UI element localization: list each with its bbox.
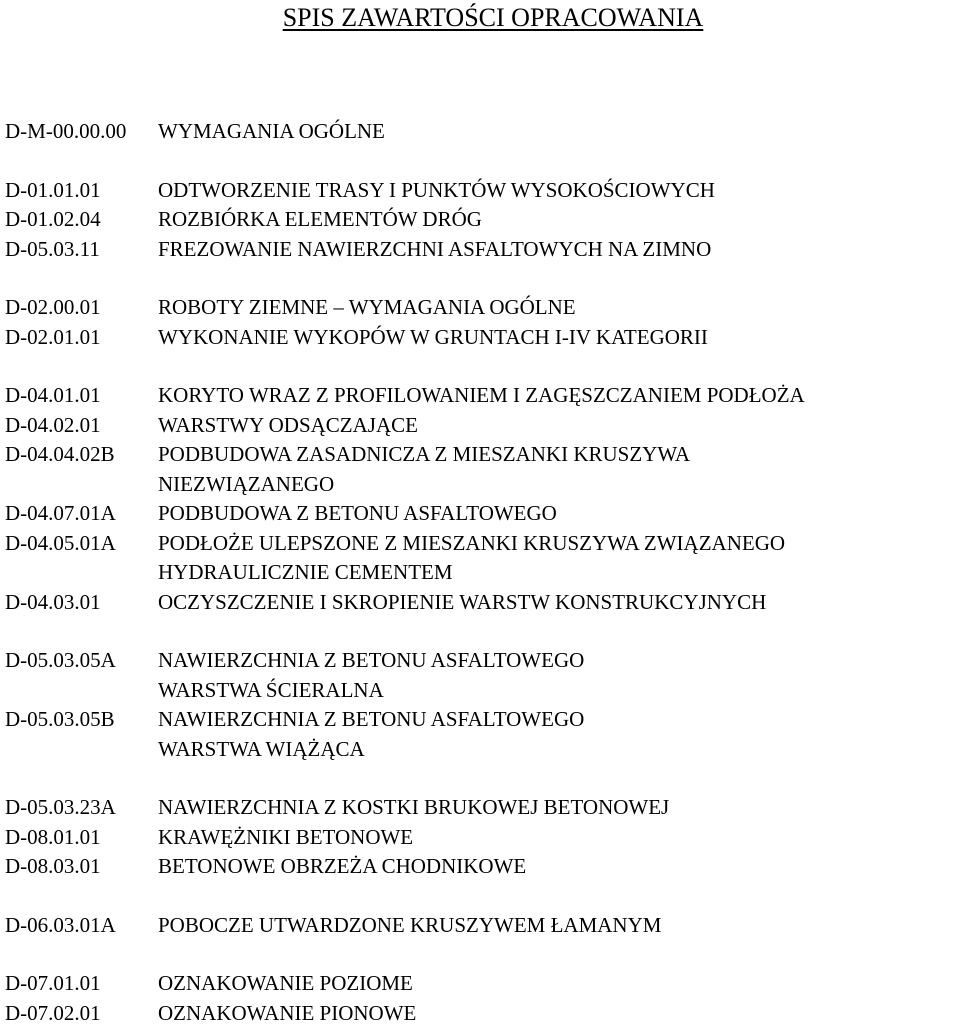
spec-code: D-06.03.01A (5, 912, 116, 937)
list-item (5, 381, 960, 411)
spec-name: OZNAKOWANIE POZIOME (158, 971, 413, 995)
spec-code: D-02.00.01 (5, 295, 101, 319)
list-item (5, 411, 960, 441)
list-item (5, 588, 960, 618)
spec-code: D-04.05.01A (5, 530, 116, 555)
list-item (5, 499, 960, 529)
spec-code: D-04.02.01 (5, 412, 101, 437)
list-item (5, 999, 960, 1029)
spec-name: NAWIERZCHNIA Z KOSTKI BRUKOWEJ BETONOWEJ (158, 795, 670, 819)
spec-name-continuation: NIEZWIĄZANEGO (158, 471, 335, 496)
spec-code: D-08.01.01 (5, 824, 101, 849)
spec-code: D-05.03.11 (5, 236, 100, 261)
spec-code: D-05.03.23A (5, 795, 116, 819)
spec-name: NAWIERZCHNIA Z BETONU ASFALTOWEGO (158, 707, 585, 731)
spec-code: D-04.01.01 (5, 383, 101, 407)
spec-name: ODTWORZENIE TRASY I PUNKTÓW WYSOKOŚCIOWYCH (158, 177, 715, 202)
list-item (5, 205, 960, 235)
page-title: SPIS ZAWARTOŚCI OPRACOWANIA (282, 3, 704, 32)
spec-name: NAWIERZCHNIA Z BETONU ASFALTOWEGO (158, 648, 585, 672)
spec-name-block (158, 529, 785, 588)
list-item (5, 235, 960, 265)
list-item (5, 705, 960, 764)
spec-name: FREZOWANIE NAWIERZCHNI ASFALTOWYCH NA ZIMNO (158, 236, 712, 261)
spec-name: KRAWĘŻNIKI BETONOWE (158, 824, 414, 849)
spec-code: D-08.03.01 (5, 854, 101, 878)
spec-name: POBOCZE UTWARDZONE KRUSZYWEM ŁAMANYM (158, 912, 662, 937)
spec-name: BETONOWE OBRZEŻA CHODNIKOWE (158, 854, 527, 878)
spec-name: ROBOTY ZIEMNE – WYMAGANIA OGÓLNE (158, 295, 576, 319)
spec-name: OCZYSZCZENIE I SKROPIENIE WARSTW KONSTRUKCYJNYCH (158, 589, 767, 614)
list-item (5, 117, 960, 147)
list-item (5, 176, 960, 206)
spec-name-continuation: WARSTWA WIĄŻĄCA (158, 736, 365, 761)
spec-code: D-M-00.00.00 (5, 119, 127, 143)
list-item (5, 323, 960, 353)
spec-name: OZNAKOWANIE PIONOWE (158, 1000, 417, 1025)
list-item (5, 293, 960, 323)
list-item (5, 529, 960, 588)
spec-name: KORYTO WRAZ Z PROFILOWANIEM I ZAGĘSZCZANIEM PODŁOŻA (158, 383, 805, 407)
list-item (5, 852, 960, 882)
list-item (5, 440, 960, 499)
spec-name-block (158, 705, 584, 764)
spec-code: D-07.01.01 (5, 971, 101, 995)
spec-code: D-04.03.01 (5, 589, 101, 614)
spec-code: D-02.01.01 (5, 324, 101, 349)
spec-code: D-07.02.01 (5, 1000, 101, 1025)
spec-code: D-01.02.04 (5, 207, 101, 231)
list-item (5, 911, 960, 941)
spec-name: WYKONANIE WYKOPÓW W GRUNTACH I-IV KATEGORII (158, 324, 708, 349)
spec-code: D-04.07.01A (5, 501, 116, 525)
spec-name-block (158, 440, 690, 499)
spec-code: D-01.01.01 (5, 177, 101, 202)
spec-code: D-05.03.05B (5, 707, 115, 731)
contents-list (5, 117, 960, 1028)
spec-name-block (158, 646, 584, 705)
spec-name: PODBUDOWA Z BETONU ASFALTOWEGO (158, 501, 557, 525)
spec-code: D-04.04.02B (5, 442, 115, 466)
spec-name-continuation: HYDRAULICZNIE CEMENTEM (158, 560, 453, 584)
spec-name: WARSTWY ODSĄCZAJĄCE (158, 412, 418, 437)
spec-code: D-05.03.05A (5, 648, 116, 672)
spec-name-continuation: WARSTWA ŚCIERALNA (158, 677, 384, 702)
list-item (5, 969, 960, 999)
list-item (5, 793, 960, 823)
spec-name: ROZBIÓRKA ELEMENTÓW DRÓG (158, 207, 482, 231)
list-item (5, 823, 960, 853)
spec-name: PODŁOŻE ULEPSZONE Z MIESZANKI KRUSZYWA ZWIĄZANEGO (158, 530, 786, 555)
spec-name: WYMAGANIA OGÓLNE (158, 119, 385, 143)
list-item (5, 646, 960, 705)
spec-name: PODBUDOWA ZASADNICZA Z MIESZANKI KRUSZYWA (158, 442, 691, 466)
